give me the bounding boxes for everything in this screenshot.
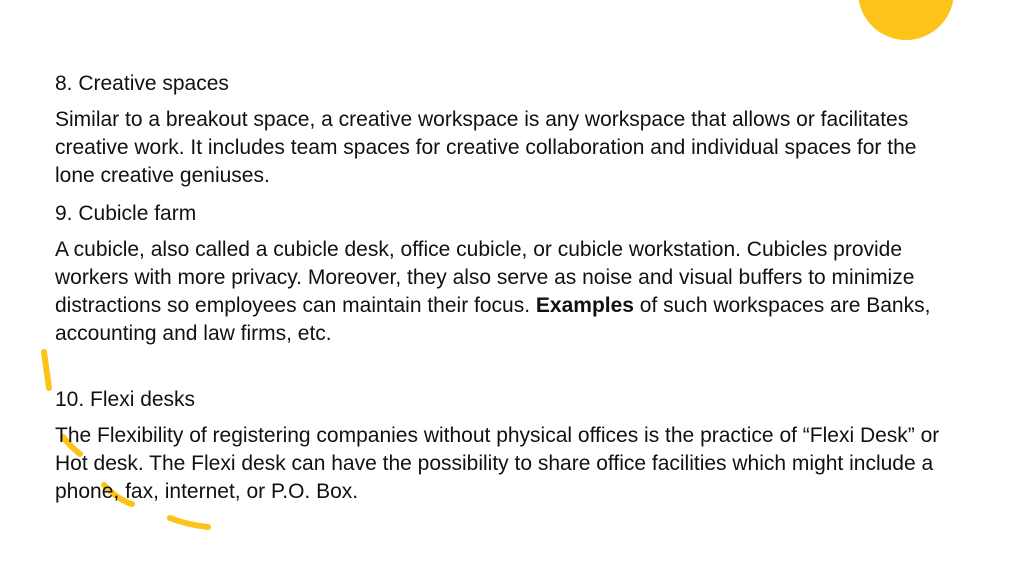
paragraph-flexi-desks: The Flexibility of registering companies without physical offices is the practice of “Flexi Desk” or Hot desk. The Flexi desk can have the possibility to share office facilities which might include a phone, fax, internet, or P.O. Box. — [55, 424, 940, 503]
examples-bold-text: Examples — [535, 294, 634, 317]
paragraph-cubicle-farm-part1: A cubicle, also called a cubicle desk, office cubicle, or cubicle workstation. Cubicles provide workers with more privacy. Moreover, they also serve as noise and visual buffers to minimize distractions so employees can maintain their focus. — [55, 238, 915, 317]
paragraph-creative-spaces: Similar to a breakout space, a creative workspace is any workspace that allows or facilitates creative work. It includes team spaces for creative collaboration and individual spaces for the lone creative geniuses. — [55, 108, 917, 187]
text-content — [55, 70, 955, 516]
heading-cubicle-farm: 9. Cubicle farm — [55, 202, 197, 225]
paragraph-cubicle-farm — [55, 236, 955, 348]
spacer — [55, 358, 955, 386]
arc-dash-1 — [44, 352, 49, 388]
heading-flexi-desks: 10. Flexi desks — [55, 388, 196, 411]
paragraph-cubicle-farm-part2: of such workspaces are Banks, accounting and law firms, etc. — [55, 294, 931, 345]
decorative-circle — [858, 0, 954, 40]
heading-creative-spaces: 8. Creative spaces — [55, 72, 229, 95]
arc-dash-4 — [170, 518, 208, 527]
